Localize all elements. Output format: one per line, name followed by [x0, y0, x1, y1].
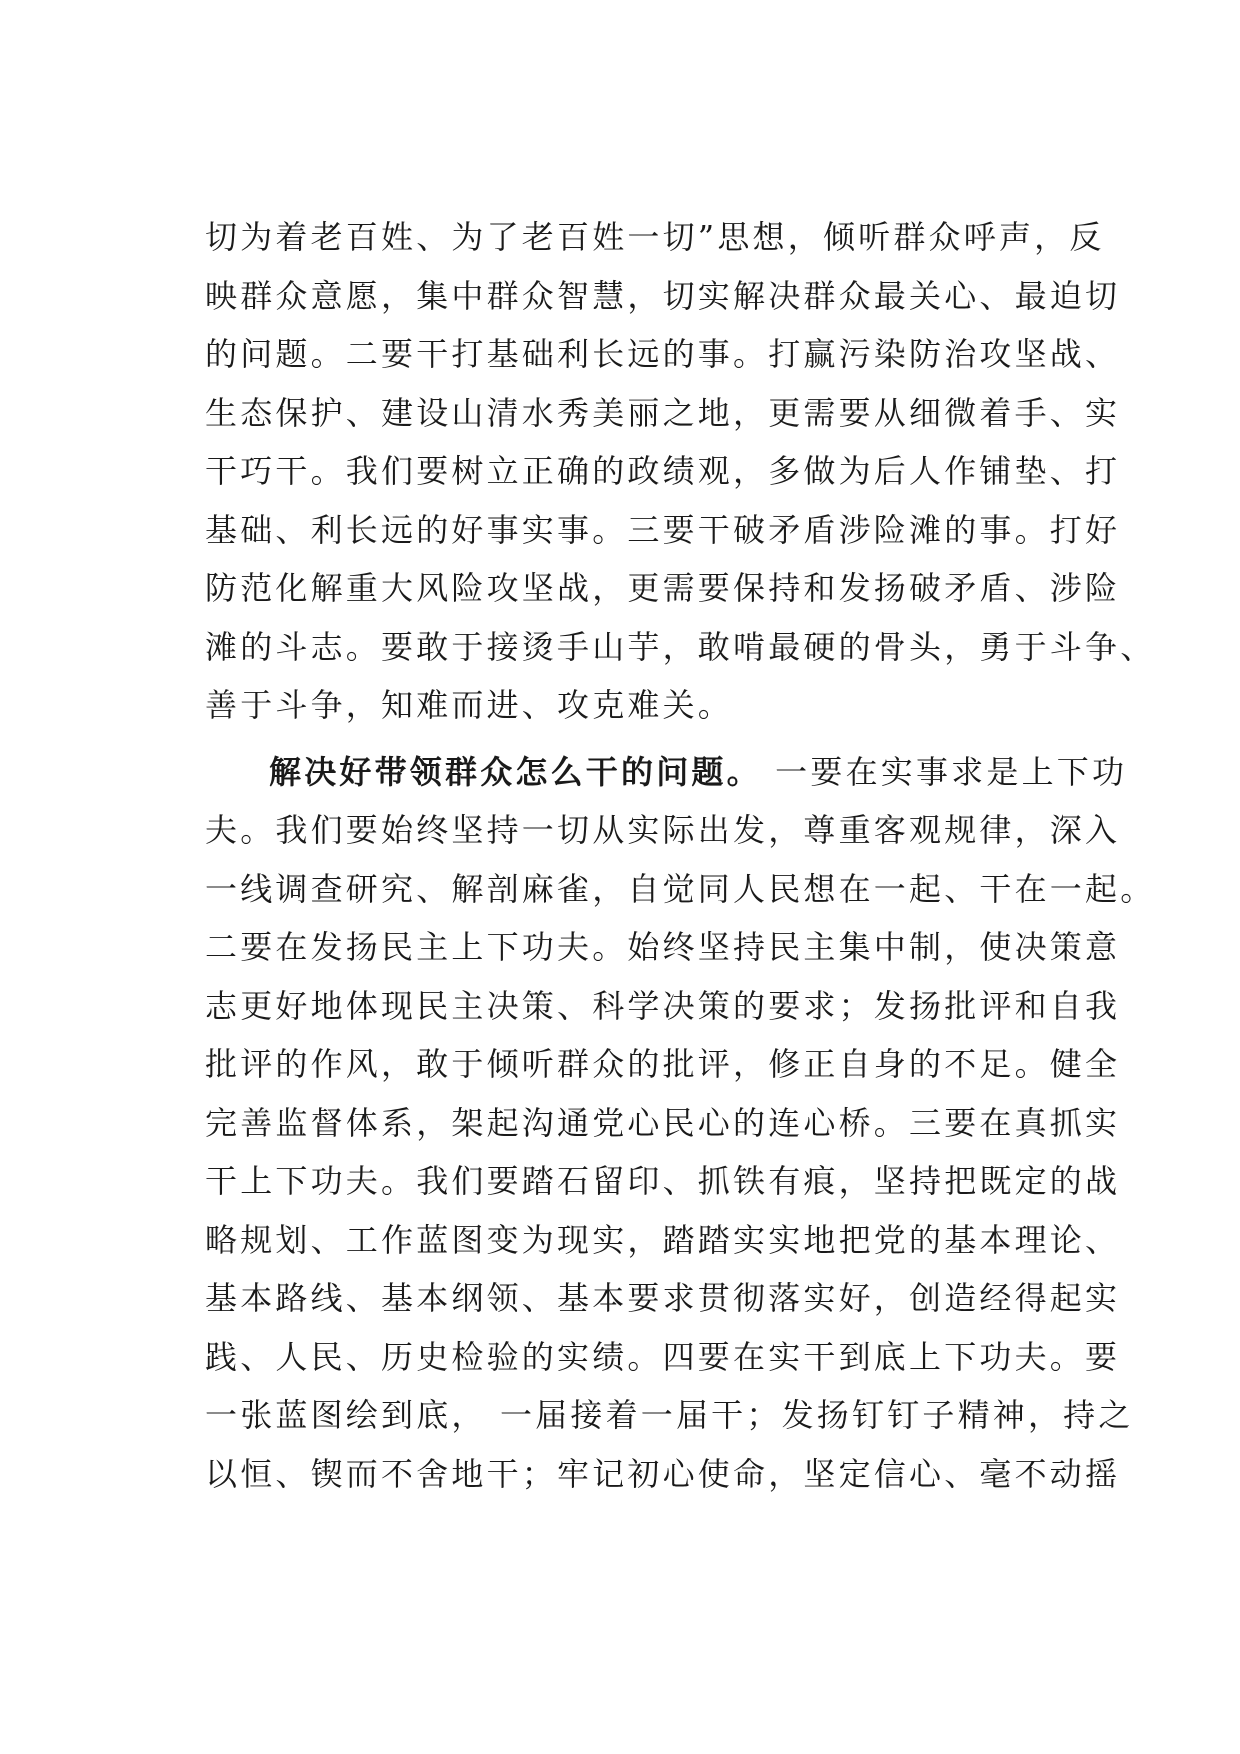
- text-line: 二要在发扬民主上下功夫。始终坚持民主集中制，使决策意: [205, 928, 1121, 966]
- text-line: 完善监督体系，架起沟通党心民心的连心桥。三要在真抓实: [205, 1103, 1121, 1142]
- text-line: 切为着老百姓、为了老百姓一切”思想，倾听群众呼声，反: [205, 218, 1105, 256]
- text-line: 践、人民、历史检验的实绩。四要在实干到底上下功夫。要: [205, 1337, 1121, 1376]
- text-line: 批评的作风，敢于倾听群众的批评，修正自身的不足。健全: [205, 1045, 1121, 1083]
- text-line: 一张蓝图绘到底， 一届接着一届干；发扬钉钉子精神，持之: [205, 1396, 1134, 1434]
- text-line: 防范化解重大风险攻坚战，更需要保持和发扬破矛盾、涉险: [205, 569, 1121, 607]
- text-line: 滩的斗志。要敢于接烫手山芋，敢啃最硬的骨头，勇于斗争、: [205, 627, 1156, 666]
- body-text: [205, 208, 1156, 1503]
- paragraph-2: [205, 743, 1156, 1504]
- text-line: 映群众意愿，集中群众智慧，切实解决群众最关心、最迫切: [205, 276, 1121, 315]
- paragraph-spacing: [205, 735, 1085, 743]
- paragraph-heading: 解决好带领群众怎么干的问题。: [269, 752, 762, 791]
- text-line: 以恒、锲而不舍地干；牢记初心使命，坚定信心、毫不动摇: [205, 1454, 1121, 1493]
- paragraph-1: [205, 208, 1156, 735]
- text-line: 干上下功夫。我们要踏石留印、抓铁有痕，坚持把既定的战: [205, 1162, 1121, 1200]
- text-line: 生态保护、建设山清水秀美丽之地，更需要从细微着手、实: [205, 393, 1121, 432]
- text-line: 夫。我们要始终坚持一切从实际出发，尊重客观规律，深入: [205, 811, 1121, 849]
- text-line: 略规划、工作蓝图变为现实，踏踏实实地把党的基本理论、: [205, 1220, 1121, 1259]
- text-line: 基础、利长远的好事实事。三要干破矛盾涉险滩的事。打好: [205, 510, 1121, 549]
- text-run: 一要在实事求是上下功: [761, 752, 1128, 791]
- text-line: 一线调查研究、解剖麻雀，自觉同人民想在一起、干在一起。: [205, 869, 1156, 908]
- text-line: 干巧干。我们要树立正确的政绩观，多做为后人作铺垫、打: [205, 452, 1121, 490]
- text-line: 善于斗争，知难而进、攻克难关。: [205, 686, 734, 724]
- text-line-first: [205, 743, 1128, 802]
- text-line: 志更好地体现民主决策、科学决策的要求；发扬批评和自我: [205, 986, 1121, 1025]
- text-line: 的问题。二要干打基础利长远的事。打赢污染防治攻坚战、: [205, 335, 1121, 373]
- text-line: 基本路线、基本纲领、基本要求贯彻落实好，创造经得起实: [205, 1279, 1121, 1317]
